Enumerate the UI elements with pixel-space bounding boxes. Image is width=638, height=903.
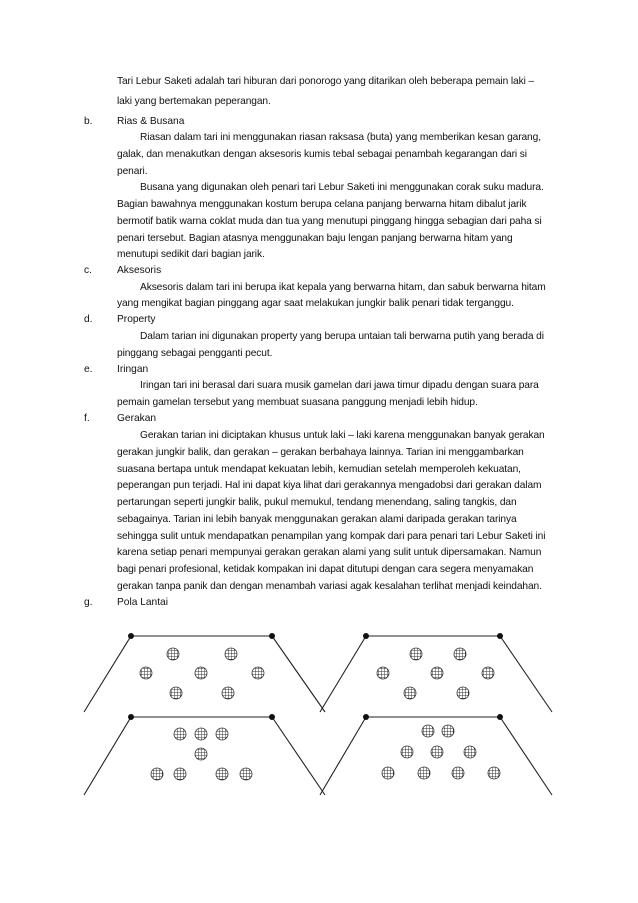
dancer-marker	[195, 748, 207, 760]
corner-dot	[269, 633, 275, 639]
paragraph-line: Gerakan tarian ini diciptakan khusus untuk laki – laki karena menggunakan banyak gerakan	[140, 430, 545, 441]
paragraph-line: Riasan dalam tari ini menggunakan riasan raksasa (buta) yang memberikan kesan garang,	[140, 132, 541, 143]
dancer-marker	[240, 768, 252, 780]
section-marker-g: g.	[84, 597, 93, 608]
paragraph-line: Busana yang digunakan oleh penari tari Lebur Saketi ini menggunakan corak suku madura.	[140, 182, 544, 193]
dancer-marker	[410, 648, 422, 660]
dancer-marker	[401, 746, 413, 758]
paragraph-line: penari tersebut. Bagian atasnya menggunakan baju lengan panjang berwarna hitam yang	[117, 233, 513, 244]
floor-pattern-1	[140, 648, 264, 699]
paragraph-line: galak, dan menakutkan dengan aksesoris kumis tebal sebagai penambah kegarangan dari si	[117, 149, 527, 160]
dancer-marker	[195, 728, 207, 740]
corner-dot	[497, 714, 503, 720]
dancer-marker	[252, 667, 264, 679]
section-heading-gerakan: Gerakan	[117, 413, 157, 424]
paragraph-line: Aksesoris dalam tari ini berupa ikat kepala yang berwarna hitam, dan sabuk berwarna hitam	[140, 282, 546, 293]
intro-line-2: laki yang bertemakan peperangan.	[117, 96, 271, 107]
paragraph-line: bagi penari profesional, ketidak kompakan ini dapat ditutupi dengan cara segera menyamakan	[117, 564, 534, 575]
paragraph-line: sebagainya. Tarian ini lebih banyak menggunakan gerakan alami daripada gerakan tarinya	[117, 514, 517, 525]
corner-dot	[128, 633, 134, 639]
dancer-marker	[167, 648, 179, 660]
section-marker-c: c.	[84, 265, 92, 276]
dancer-marker	[442, 725, 454, 737]
intro-line-1: Tari Lebur Saketi adalah tari hiburan dari ponorogo yang ditarikan oleh beberapa pemain laki –	[117, 76, 535, 87]
dancer-marker	[170, 687, 182, 699]
paragraph-line: bermotif batik warna coklat muda dan tua yang menutupi pinggang hingga sebagian dari paha si	[117, 216, 542, 227]
paragraph-line: pemain gamelan tersebut yang membuat suasana panggung menjadi lebih hidup.	[117, 397, 478, 408]
dancer-marker	[431, 746, 443, 758]
section-marker-d: d.	[84, 314, 93, 325]
paragraph-line: yang mengikat bagian pinggang agar saat melakukan jungkir balik penari tidak terganggu.	[117, 298, 514, 309]
floor-pattern-4	[382, 725, 500, 779]
paragraph-line: menutupi sedikit dari bagian jarik.	[117, 249, 265, 260]
dancer-marker	[195, 667, 207, 679]
corner-dot	[363, 714, 369, 720]
paragraph-line: gerakan jungkir balik, dan gerakan – gerakan berbahaya lainnya. Tarian ini menggambarkan	[117, 447, 524, 458]
dancer-marker	[140, 667, 152, 679]
paragraph-line: sehingga sulit untuk mendapatkan penampilan yang kompak dari para penari tari Lebur Saketi ini	[117, 531, 546, 542]
section-heading-rias-busana: Rias & Busana	[117, 116, 185, 127]
dancer-marker	[377, 667, 389, 679]
section-heading-property: Property	[117, 314, 156, 325]
dancer-marker	[174, 728, 186, 740]
corner-dot	[363, 633, 369, 639]
dancer-marker	[457, 687, 469, 699]
paragraph-line: karena setiap penari mempunyai gerakan gerakan alami yang sulit untuk dipersamakan. Namun	[117, 547, 542, 558]
paragraph-line: peperangan pun terjadi. Hal ini dapat kiya lihat dari gerakannya mengadobsi dari gerakan dalam	[117, 480, 542, 491]
corner-dot	[269, 714, 275, 720]
paragraph-line: pinggang sebagai pengganti pecut.	[117, 348, 273, 359]
section-marker-e: e.	[84, 364, 93, 375]
dancer-marker	[151, 768, 163, 780]
floor-pattern-2	[377, 648, 494, 699]
dancer-marker	[482, 667, 494, 679]
floor-pattern-3	[151, 728, 252, 780]
dancer-marker	[488, 767, 500, 779]
dancer-marker	[464, 746, 476, 758]
dancer-marker	[222, 687, 234, 699]
dancer-marker	[422, 725, 434, 737]
paragraph-line: gerakan tanpa panik dan dengan menambah variasi agak kesalahan terlihat menjadi keindahan.	[117, 581, 542, 592]
dancer-marker	[452, 767, 464, 779]
dancer-marker	[454, 648, 466, 660]
paragraph-line: suasana bertapa untuk mendapat kekuatan lebih, kemudian setelah memperoleh kekuatan,	[117, 464, 521, 475]
dancer-marker	[382, 767, 394, 779]
paragraph-line: pertarungan seperti jungkir balik, pukul memukul, tendang menendang, saling tangkis, dan	[117, 497, 517, 508]
paragraph-line: penari.	[117, 166, 148, 177]
dancer-marker	[216, 768, 228, 780]
corner-dot	[128, 714, 134, 720]
section-heading-iringan: Iringan	[117, 364, 149, 375]
paragraph-line: Bagian bawahnya menggunakan kostum berupa celana panjang berwarna hitam dibalut jarik	[117, 199, 527, 210]
dancer-marker	[216, 728, 228, 740]
dancer-marker	[404, 687, 416, 699]
dancer-marker	[225, 648, 237, 660]
corner-dot	[497, 633, 503, 639]
section-heading-pola-lantai: Pola Lantai	[117, 597, 168, 608]
dancer-marker	[174, 768, 186, 780]
paragraph-line: Iringan tari ini berasal dari suara musik gamelan dari jawa timur dipadu dengan suara para	[140, 380, 539, 391]
section-marker-f: f.	[84, 413, 90, 424]
floor-pattern-diagram	[0, 620, 638, 810]
paragraph-line: Dalam tarian ini digunakan property yang berupa untaian tali berwarna putih yang berada di	[140, 331, 544, 342]
section-heading-aksesoris: Aksesoris	[117, 265, 162, 276]
section-marker-b: b.	[84, 116, 93, 127]
dancer-marker	[418, 767, 430, 779]
dancer-marker	[431, 667, 443, 679]
